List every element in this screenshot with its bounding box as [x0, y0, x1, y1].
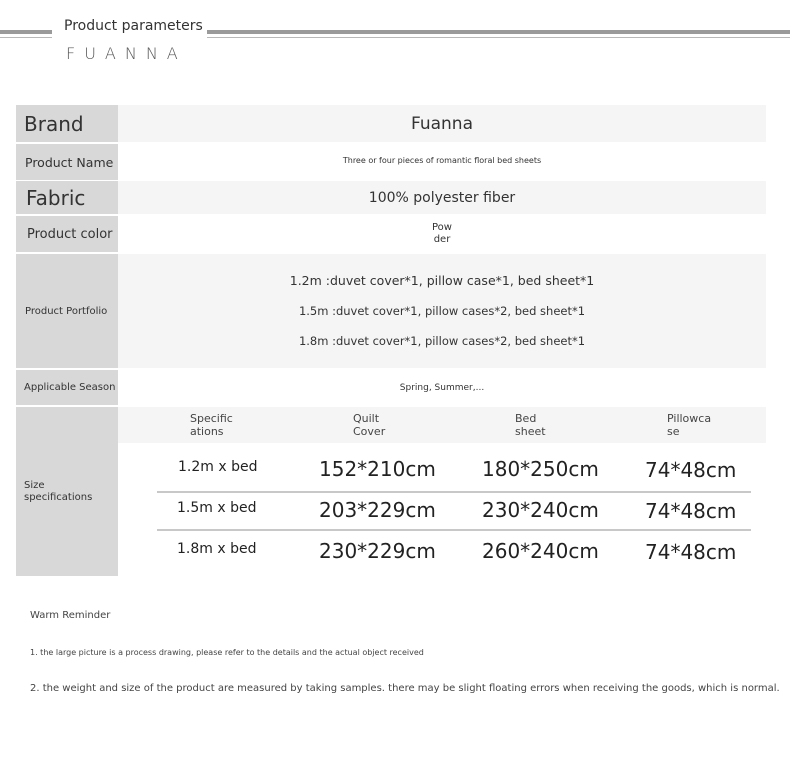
size-row-1-pillow: 74*48cm [645, 458, 737, 482]
size-row-2-sheet: 230*240cm [482, 498, 599, 522]
reminder-note-1: 1. the large picture is a process drawing, please refer to the details and the actual object received [30, 648, 424, 657]
product-color-label: Product color [16, 216, 118, 252]
size-header-spec [190, 412, 233, 438]
product-color-line-2: der [433, 234, 451, 245]
size-header-sheet-line-2: sheet [515, 425, 546, 438]
header-rule-left-thin [0, 37, 52, 38]
size-row-3-sheet: 260*240cm [482, 539, 599, 563]
header-rule-right [207, 30, 790, 34]
header-rule-left [0, 30, 52, 34]
reminder-title: Warm Reminder [30, 610, 111, 621]
size-row-divider-2 [157, 529, 751, 531]
fabric-value: 100% polyester fiber [118, 181, 766, 214]
size-row-2-spec: 1.5m x bed [177, 500, 257, 516]
size-row-3-pillow: 74*48cm [645, 540, 737, 564]
product-color-line-1: Pow [432, 222, 452, 233]
size-header-quilt-line-1: Quilt [353, 412, 380, 425]
size-row-divider-1 [157, 491, 751, 493]
size-row-1-quilt: 152*210cm [319, 457, 436, 481]
size-row-3-spec: 1.8m x bed [177, 541, 257, 557]
size-header-pillow [667, 412, 711, 438]
size-header-quilt-line-2: Cover [353, 425, 386, 438]
portfolio-line-2: 1.5m :duvet cover*1, pillow cases*2, bed sheet*1 [298, 304, 586, 318]
product-name-value: Three or four pieces of romantic floral bed sheets [342, 156, 542, 165]
season-value: Spring, Summer,... [399, 382, 485, 393]
portfolio-label: Product Portfolio [16, 254, 118, 368]
size-row-1-spec: 1.2m x bed [178, 459, 258, 475]
size-header-sheet-line-1: Bed [515, 412, 537, 425]
size-spec-label [16, 407, 118, 576]
size-row-3-quilt: 230*229cm [319, 539, 436, 563]
brand-value: Fuanna [118, 105, 766, 142]
size-header-spec-line-1: Specific [190, 412, 233, 425]
product-name-label: Product Name [16, 144, 118, 180]
size-header-pillow-line-1: Pillowca [667, 412, 712, 425]
size-spec-label-line-1: Size [24, 479, 45, 491]
size-header-sheet [515, 412, 546, 438]
portfolio-line-1: 1.2m :duvet cover*1, pillow case*1, bed sheet*1 [289, 273, 595, 288]
size-row-2-quilt: 203*229cm [319, 498, 436, 522]
fabric-label: Fabric [16, 181, 118, 214]
brand-label: Brand [16, 105, 118, 142]
size-header-pillow-line-2: se [667, 425, 680, 438]
brand-wordmark: FUANNA [66, 44, 187, 63]
page-title: Product parameters [64, 18, 203, 34]
reminder-note-2: 2. the weight and size of the product are measured by taking samples. there may be slight floating errors when receiving the goods, which is normal. [30, 683, 780, 694]
size-header-quilt [353, 412, 385, 438]
portfolio-line-3: 1.8m :duvet cover*1, pillow cases*2, bed sheet*1 [298, 334, 586, 348]
header-rule-right-thin [207, 37, 790, 38]
product-color-value [118, 216, 766, 252]
size-row-2-pillow: 74*48cm [645, 499, 737, 523]
size-spec-label-line-2: specifications [24, 491, 93, 503]
size-header-spec-line-2: ations [190, 425, 224, 438]
season-label: Applicable Season [16, 370, 118, 405]
size-row-1-sheet: 180*250cm [482, 457, 599, 481]
